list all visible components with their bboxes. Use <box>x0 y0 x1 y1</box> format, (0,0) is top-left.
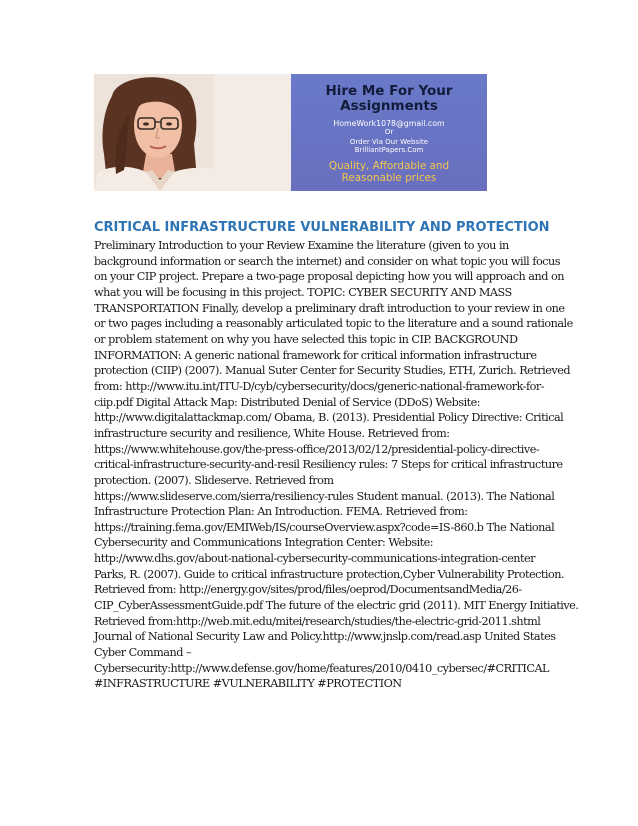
body-line: CIP_CyberAssessmentGuide.pdf The future of the electric grid (2011). MIT Energy Initiative. <box>94 599 579 613</box>
body-line: Cyber Command – <box>94 646 192 660</box>
banner-text-panel <box>291 74 487 191</box>
body-line: what you will be focusing in this project. TOPIC: CYBER SECURITY AND MASS <box>94 285 512 299</box>
banner-headline: Hire Me For Your Assignments <box>325 83 453 114</box>
body-line: https://training.fema.gov/EMIWeb/IS/courseOverview.aspx?code=IS-860.b The National <box>94 520 555 534</box>
body-line: protection (CIIP) (2007). Manual Suter Center for Security Studies, ETH, Zurich. Retrieved <box>94 364 571 378</box>
body-line: or problem statement on why you have selected this topic in CIP. BACKGROUND <box>94 332 518 346</box>
body-line: https://www.slideserve.com/sierra/resiliency-rules Student manual. (2013). The National <box>94 489 555 503</box>
body-line: Retrieved from:http://web.mit.edu/mitei/research/studies/the-electric-grid-2011.shtml <box>94 614 541 628</box>
body-line: background information or search the internet) and consider on what topic you will focus <box>94 254 560 268</box>
body-line: Preliminary Introduction to your Review Examine the literature (given to you in <box>94 239 509 252</box>
body-line: protection. (2007). Slideserve. Retrieved from <box>94 473 334 487</box>
body-line: infrastructure security and resilience, White House. Retrieved from: <box>94 426 450 440</box>
advertisement-banner <box>94 74 487 191</box>
body-line: INFORMATION: A generic national framework for critical information infrastructure <box>94 348 537 362</box>
banner-or: Or <box>384 127 394 136</box>
banner-order-text: Order Via Our Website <box>349 138 429 146</box>
banner-email: HomeWork1078@gmail.com <box>333 119 445 128</box>
banner-website: BrilliantPapers.Com <box>354 146 424 154</box>
banner-tagline: Quality, Affordable and Reasonable prices <box>328 160 450 184</box>
body-line: Retrieved from: http://energy.gov/sites/prod/files/oeprod/DocumentsandMedia/26- <box>94 583 522 597</box>
body-line: http://www.digitalattackmap.com/ Obama, B. (2013). Presidential Policy Directive: Critical <box>94 411 564 425</box>
body-line: Journal of National Security Law and Policy.http://www.jnslp.com/read.asp United States <box>94 630 556 644</box>
document-title: CRITICAL INFRASTRUCTURE VULNERABILITY AND PROTECTION <box>94 220 550 235</box>
banner-photo <box>94 74 291 191</box>
body-line: Infrastructure Protection Plan: An Introduction. FEMA. Retrieved from: <box>94 505 468 519</box>
body-line: #INFRASTRUCTURE #VULNERABILITY #PROTECTION <box>94 677 402 691</box>
body-line: TRANSPORTATION Finally, develop a preliminary draft introduction to your review in one <box>94 301 565 315</box>
document-body <box>94 238 579 692</box>
body-line: or two pages including a reasonably articulated topic to the literature and a sound rationale <box>94 317 573 331</box>
body-line: https://www.whitehouse.gov/the-press-office/2013/02/12/presidential-policy-directive- <box>94 442 540 456</box>
body-line: http://www.dhs.gov/about-national-cybersecurity-communications-integration-center <box>94 552 535 566</box>
body-line: critical-infrastructure-security-and-resil Resiliency rules: 7 Steps for critical infrastructure <box>94 458 563 472</box>
body-line: from: http://www.itu.int/ITU-D/cyb/cybersecurity/docs/generic-national-framework-for- <box>94 379 545 393</box>
body-line: Cybersecurity and Communications Integration Center: Website: <box>94 536 434 550</box>
body-line: Cybersecurity:http://www.defense.gov/home/features/2010/0410_cybersec/#CRITICAL <box>94 661 550 675</box>
body-line: on your CIP project. Prepare a two-page proposal depicting how you will approach and on <box>94 270 564 284</box>
body-line: Parks, R. (2007). Guide to critical infrastructure protection,Cyber Vulnerability Protection. <box>94 567 565 581</box>
body-line: ciip.pdf Digital Attack Map: Distributed Denial of Service (DDoS) Website: <box>94 395 481 409</box>
woman-portrait-image <box>94 74 291 191</box>
